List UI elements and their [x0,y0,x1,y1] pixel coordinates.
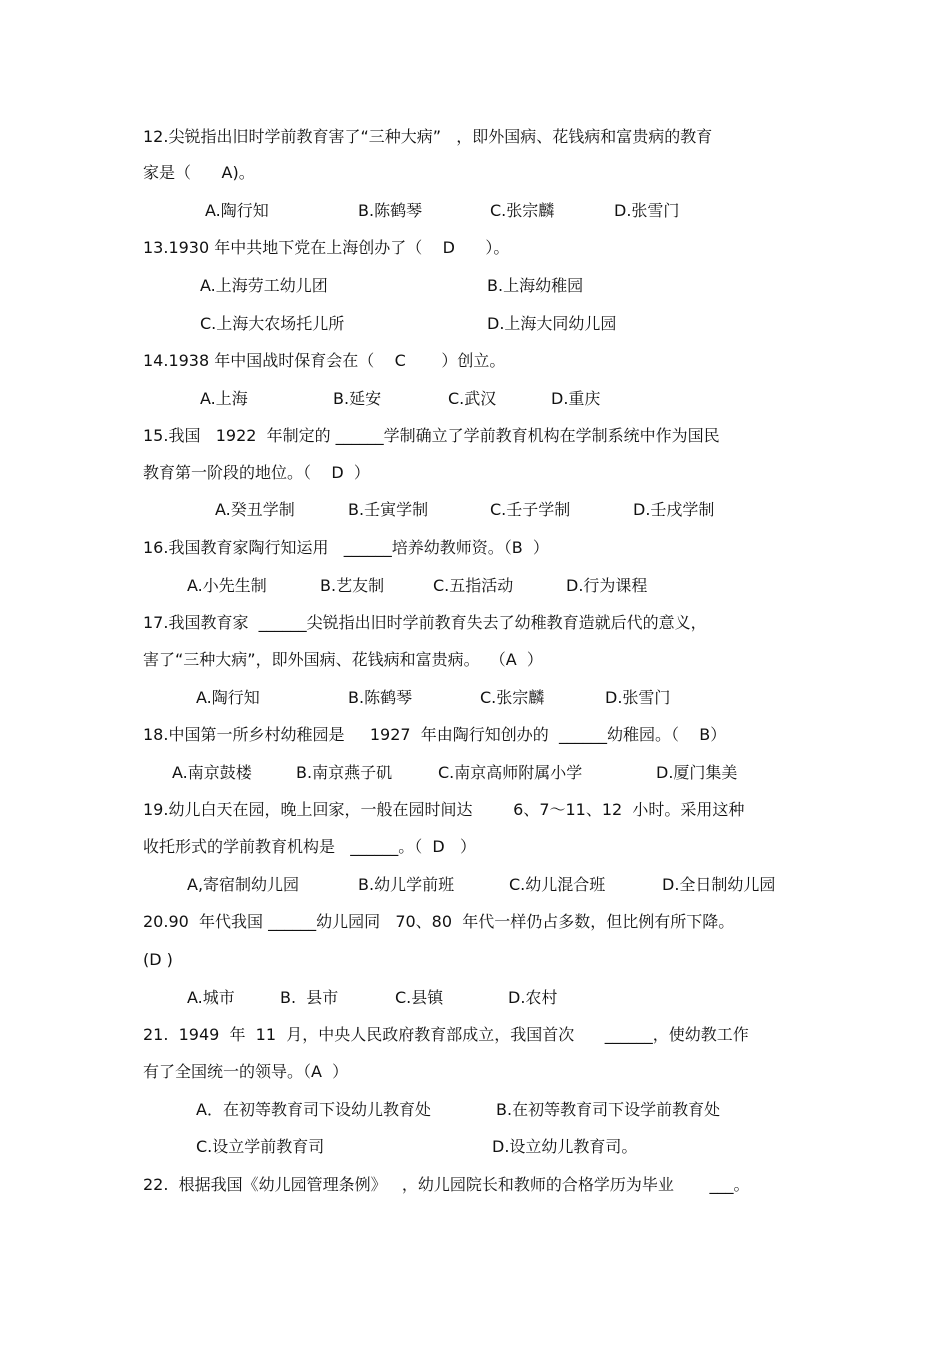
question-19-option-b: B.幼儿学前班 [358,875,455,894]
question-16-option-a: A.小先生制 [187,576,267,595]
question-19-stem-line-2: 收托形式的学前教育机构是 ______。（ D ） [143,837,477,856]
question-20-option-a: A.城市 [187,988,235,1007]
question-15-option-b: B.壬寅学制 [348,500,429,519]
question-15-stem-line-2: 教育第一阶段的地位。（ D ） [143,463,370,482]
question-13-option-b: B.上海幼稚园 [487,276,584,295]
question-18-option-a: A.南京鼓楼 [172,763,252,782]
question-18-option-d: D.厦门集美 [656,763,738,782]
question-14-option-d: D.重庆 [551,389,601,408]
question-17-option-c: C.张宗麟 [480,688,545,707]
question-16-option-d: D.行为课程 [566,576,648,595]
question-15-option-c: C.壬子学制 [490,500,571,519]
question-12-option-b: B.陈鹤琴 [358,201,423,220]
question-18-option-c: C.南京高师附属小学 [438,763,583,782]
question-20-option-d: D.农村 [508,988,558,1007]
question-12-option-d: D.张雪门 [614,201,680,220]
question-17-stem-line-1: 17.我国教育家 ______尖锐指出旧时学前教育失去了幼稚教育造就后代的意义， [143,613,707,632]
question-20-option-c: C.县镇 [395,988,444,1007]
question-21-stem-line-2: 有了全国统一的领导。（A ） [143,1062,349,1081]
question-20-stem-line-2: (D ) [143,950,173,969]
question-20-stem-line-1: 20.90 年代我国 ______幼儿园同 70、80 年代一样仍占多数，但比例有所下降。 [143,912,735,931]
question-15-stem-line-1: 15.我国 1922 年制定的 ______学制确立了学前教育机构在学制系统中作为国民 [143,426,720,445]
question-18-option-b: B.南京燕子矶 [296,763,393,782]
question-15-option-a: A.癸丑学制 [215,500,295,519]
question-12-stem-line-1: 12.尖锐指出旧时学前教育害了“三种大病” ，即外国病、花钱病和富贵病的教育 [143,127,713,146]
question-21-stem-line-1: 21. 1949 年 11 月，中央人民政府教育部成立，我国首次 ______，使幼教工作 [143,1025,749,1044]
question-13-option-d: D.上海大同幼儿园 [487,314,617,333]
question-21-option-d: D.设立幼儿教育司。 [492,1137,638,1156]
question-17-stem-line-2: 害了“三种大病”，即外国病、花钱病和富贵病。 （A ） [143,650,543,669]
question-12-option-c: C.张宗麟 [490,201,555,220]
question-13-option-a: A.上海劳工幼儿团 [200,276,328,295]
question-18-stem-line-1: 18.中国第一所乡村幼稚园是 1927 年由陶行知创办的 ______幼稚园。（ B） [143,725,727,744]
question-20-option-b: B. 县市 [280,988,339,1007]
question-21-option-a: A．在初等教育司下设幼儿教育处 [196,1100,431,1119]
question-21-option-b: B.在初等教育司下设学前教育处 [496,1100,721,1119]
question-13-stem-line-1: 13.1930 年中共地下党在上海创办了（ D ）。 [143,238,510,257]
question-19-option-c: C.幼儿混合班 [509,875,606,894]
question-16-stem-line-1: 16.我国教育家陶行知运用 ______培养幼教师资。（B ） [143,538,549,557]
question-17-option-d: D.张雪门 [605,688,671,707]
question-14-option-a: A.上海 [200,389,248,408]
question-14-stem-line-1: 14.1938 年中国战时保育会在（ C ）创立。 [143,351,506,370]
question-21-option-c: C.设立学前教育司 [196,1137,325,1156]
question-12-option-a: A.陶行知 [205,201,269,220]
question-19-option-d: D.全日制幼儿园 [662,875,776,894]
question-17-option-a: A.陶行知 [196,688,260,707]
question-15-option-d: D.壬戌学制 [633,500,715,519]
question-19-stem-line-1: 19.幼儿白天在园，晚上回家，一般在园时间达 6、7～11、12 小时。采用这种 [143,800,745,819]
question-12-stem-line-2: 家是（ A)。 [143,163,255,182]
question-17-option-b: B.陈鹤琴 [348,688,413,707]
question-14-option-b: B.延安 [333,389,382,408]
question-16-option-c: C.五指活动 [433,576,514,595]
question-22-stem-line-1: 22. 根据我国《幼儿园管理条例》 ，幼儿园院长和教师的合格学历为毕业 ___。 [143,1175,750,1194]
question-19-option-a: A,寄宿制幼儿园 [187,875,300,894]
question-14-option-c: C.武汉 [448,389,497,408]
question-16-option-b: B.艺友制 [320,576,385,595]
question-13-option-c: C.上海大农场托儿所 [200,314,345,333]
